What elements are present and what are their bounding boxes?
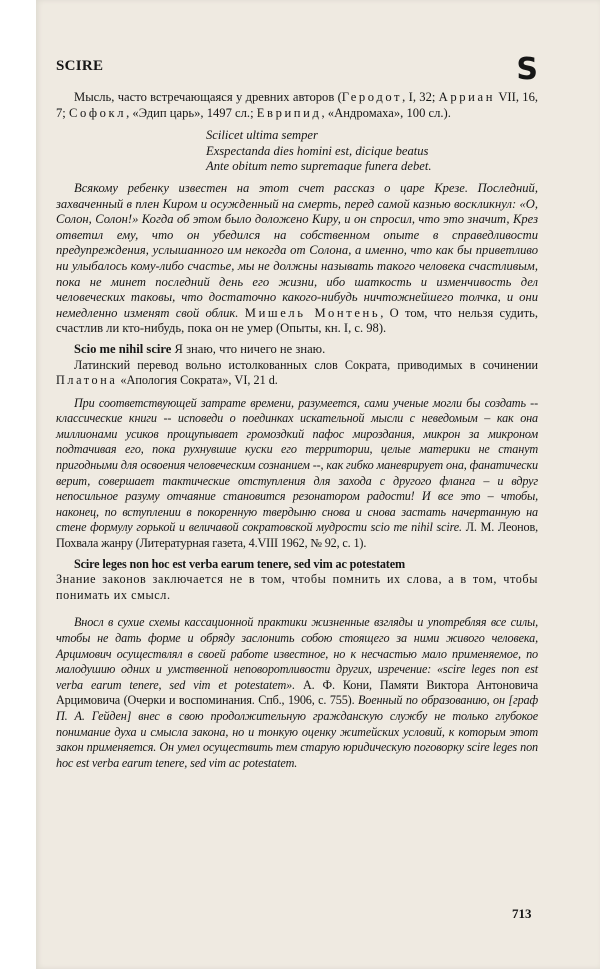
- intro-paragraph: Мысль, часто встречающаяся у древних авторов (Геродот, I, 32; Арриан VII, 16, 7; Софокл, «Эдип царь», 1497 сл.; Еврипид, «Андромаха», 100 сл.).: [56, 90, 539, 120]
- leonov-quote: При соответствующей затрате времени, разумеется, сами ученые могли бы создать -- классические книги -- исповеди о поединках искательной мысли с неведомым – как она миллионами усиков прощупывает громоздкий пафос мироздания, микрон за микроном подтачивая его, пока рухнувшие куски его территории, целые материки не станут пригодными для освоения человеческим сознанием --, как гибко маневрирует она, фанатически верит, совершает тактические отступления для захода с другого фланга – и вдруг непосильное разуму отчаяние становится резонатором радости! И все это – чтобы, наконец, по вступлении в покоренную твердыню снова и снова застать начертанную на стене формулу горькой и величавой сократовской мудрости scio me nihil scire. Л. М. Леонов, Похвала жанру (Литературная газета, 4.VIII 1962, № 92, с. 1).: [56, 395, 538, 551]
- author-montaigne: Мишель Монтень: [244, 305, 381, 320]
- author-plato: Платона: [56, 373, 118, 388]
- author-euripides: Еврипид: [256, 105, 322, 120]
- author-koni: А. Ф. Кони: [302, 677, 369, 692]
- latin-verse: [206, 128, 538, 175]
- lemma-scire-leges: [56, 557, 538, 573]
- lemma-translation: Я знаю, что ничего не знаю.: [171, 341, 326, 356]
- montaigne-quote: Всякому ребенку известен на этот счет рассказ о царе Крезе. Последний, захваченный в плен Киром и осужденный на смерть, перед самой казнью воскликнул: «О, Солон, Солон!» Когда об этом было доложено Киру, и он спросил, что это значит, Крез ответил ему, что он убедился на собственном опыте в справедливости предупреждения, услышанного им некогда от Солона, а именно, что как бы приветливо ни улыбалось кому-либо счастье, мы не должны называть такого человека счастливым, пока не минет последний день его жизни, ибо шаткость и изменчивость дел человеческих таковы, что достаточно какого-нибудь ничтожнейшего толчка, и они немедленно изменят свой облик. Мишель Монтень, О том, что нельзя судить, счастлив ли кто-нибудь, пока он не умер (Опыты, кн. I, с. 98).: [56, 180, 539, 336]
- section-letter: S: [516, 52, 538, 87]
- running-head-word: SCIRE: [56, 58, 104, 74]
- lemma-scio-me-nihil-scire: [56, 342, 538, 358]
- lemma-latin: Scire leges non hoc est verba earum tenere, sed vim ac potestatem: [74, 556, 405, 571]
- author-arrian: Арриан: [438, 90, 496, 104]
- koni-quote: Вносл в сухие схемы кассационной практики жизненные взгляды и употребляя все силы, чтобы не дать форме и обряду заслонить собою стоящего за ними живого человека, Арцимович осуществлял в своей работе известное, но к несчастью мало применяемое, по малодушию одних и умственной неповоротливости других, изречение: «scire leges non est verba earum tenere, sed vim et potestatem». А. Ф. Кони, Памяти Виктора Антоновича Арцимовича (Очерки и воспоминания. Спб., 1906, с. 755). Военный по образованию, он [граф П. А. Гейден] внес в свою продолжительную гражданскую службу не только глубокое понимание духа и смысла закона, но и тонкую оценку житейских условий, к которым этот закон применяется. Он умел осуществить тем старую юридическую поговорку scire leges non hoc est verba earum tenere, sed vim ac potestatem.: [56, 615, 539, 770]
- author-leonov: Л. М. Леонов: [465, 520, 536, 535]
- page-body: [56, 90, 538, 771]
- lemma-latin: Scio me nihil scire: [74, 341, 172, 356]
- verse-line: Exspectanda dies homini est, dicique beatus: [206, 143, 429, 158]
- verse-line: Scilicet ultima semper: [206, 128, 318, 143]
- author-herodotus: Геродот: [341, 90, 403, 104]
- lemma-note: Латинский перевод вольно истолкованных слов Сократа, приводимых в сочинении Платона «Апология Сократа», VI, 21 d.: [56, 357, 538, 388]
- lemma-translation: Знание законов заключается не в том, чтобы помнить их слова, а в том, чтобы понимать их смысл.: [56, 572, 538, 602]
- verse-line: Ante obitum nemo supremaque funera debet.: [206, 159, 432, 174]
- page-number: 713: [512, 906, 532, 921]
- author-sophocles: Софокл: [68, 105, 127, 120]
